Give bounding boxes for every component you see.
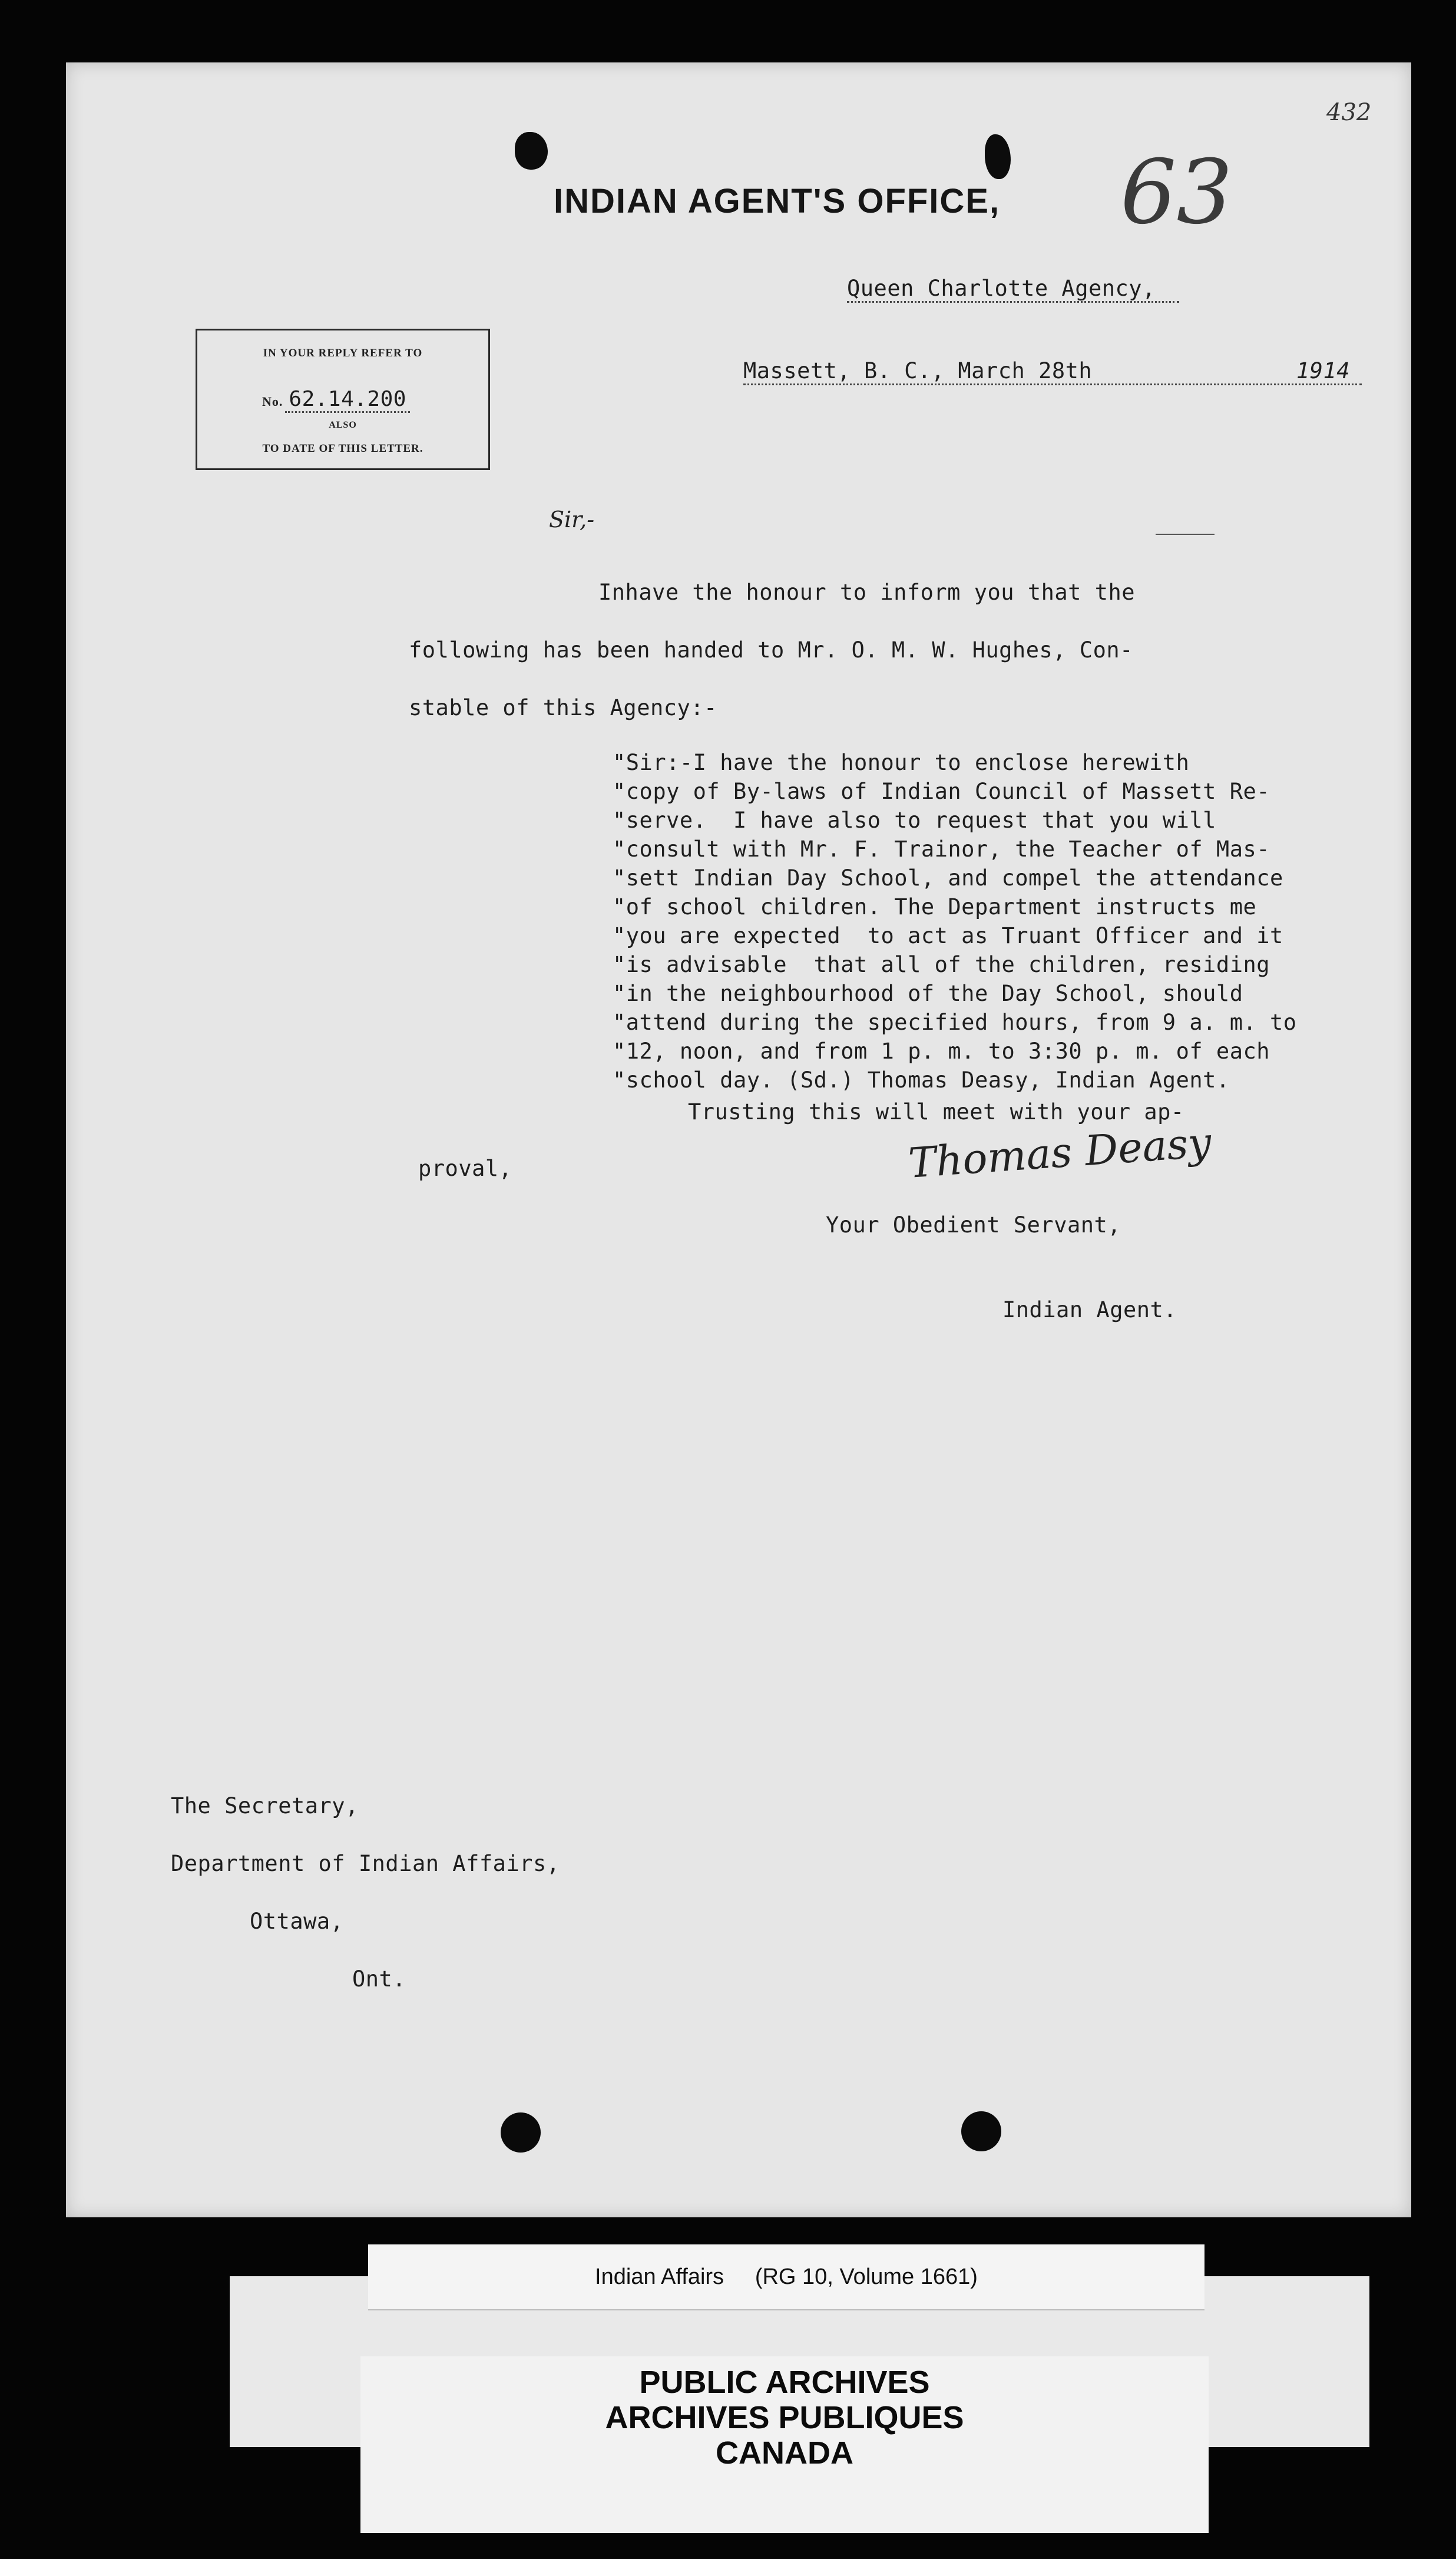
handwritten-number: 63 [1120,141,1233,244]
signer-title: Indian Agent. [1002,1297,1177,1323]
closing-line-1: Trusting this will meet with your ap- [688,1099,1184,1125]
quote-line: "sett Indian Day School, and compel the attendance [613,865,1283,891]
valediction: Your Obedient Servant, [826,1212,1121,1238]
ink-blot-left [515,132,548,170]
quote-line: "you are expected to act as Truant Officer and it [613,923,1283,948]
reply-box-line1: IN YOUR REPLY REFER TO [263,347,423,359]
reply-box-also: ALSO [329,420,357,430]
quote-line: "school day. (Sd.) Thomas Deasy, Indian Agent. [613,1067,1230,1093]
address-line-3: Ottawa, [250,1909,344,1934]
intro-line-2: following has been handed to Mr. O. M. W. Hughes, Con- [409,637,1133,663]
ink-blot-right [985,134,1011,179]
archive-reference-strip [368,2244,1204,2310]
folio-number: 432 [1326,99,1372,126]
intro-line-1: Inhave the honour to inform you that the [598,580,1136,605]
letter-page [66,62,1411,2217]
agency-name: Queen Charlotte Agency, [847,276,1179,303]
closing-line-2: proval, [418,1156,512,1181]
quote-line: "consult with Mr. F. Trainor, the Teacher of Mas- [613,837,1270,862]
address-line-4: Ont. [352,1966,406,1992]
salutation-rule [1156,534,1215,535]
archive-line-3: CANADA [716,2435,853,2471]
year: 1914 [1296,358,1350,383]
quote-line: "Sir:-I have the honour to enclose herewith [613,750,1190,775]
address-line-2: Department of Indian Affairs, [171,1851,560,1876]
quoted-block [613,748,1297,1095]
reply-box-number [262,387,474,411]
reply-reference-box [196,329,490,470]
archive-line-1: PUBLIC ARCHIVES [639,2365,930,2400]
binder-hole-left [501,2112,541,2153]
quote-line: "serve. I have also to request that you will [613,808,1216,833]
signature: Thomas Deasy [906,1118,1213,1188]
quote-line: "is advisable that all of the children, residing [613,952,1270,977]
intro-line-3: stable of this Agency:- [409,695,717,720]
reply-box-no-label: No. [262,394,283,409]
archive-line-2: ARCHIVES PUBLIQUES [605,2400,964,2435]
archive-stamp [360,2356,1209,2533]
reply-box-no-value: 62.14.200 [285,387,410,413]
quote-line: "in the neighbourhood of the Day School, should [613,981,1243,1006]
address-line-1: The Secretary, [171,1793,359,1819]
quote-line: "12, noon, and from 1 p. m. to 3:30 p. m. of each [613,1039,1270,1064]
quote-line: "attend during the specified hours, from 9 a. m. to [613,1010,1297,1035]
reply-box-line4: TO DATE OF THIS LETTER. [262,442,423,455]
place-date [743,358,1362,385]
letterhead-title: INDIAN AGENT'S OFFICE, [554,182,1001,220]
place-date-text: Massett, B. C., March 28th [743,358,1093,383]
binder-hole-right [961,2111,1001,2151]
salutation: Sir,- [549,507,595,533]
quote-line: "of school children. The Department instructs me [613,894,1257,920]
archive-reference: Indian Affairs (RG 10, Volume 1661) [595,2264,978,2289]
quote-line: "copy of By-laws of Indian Council of Massett Re- [613,779,1270,804]
